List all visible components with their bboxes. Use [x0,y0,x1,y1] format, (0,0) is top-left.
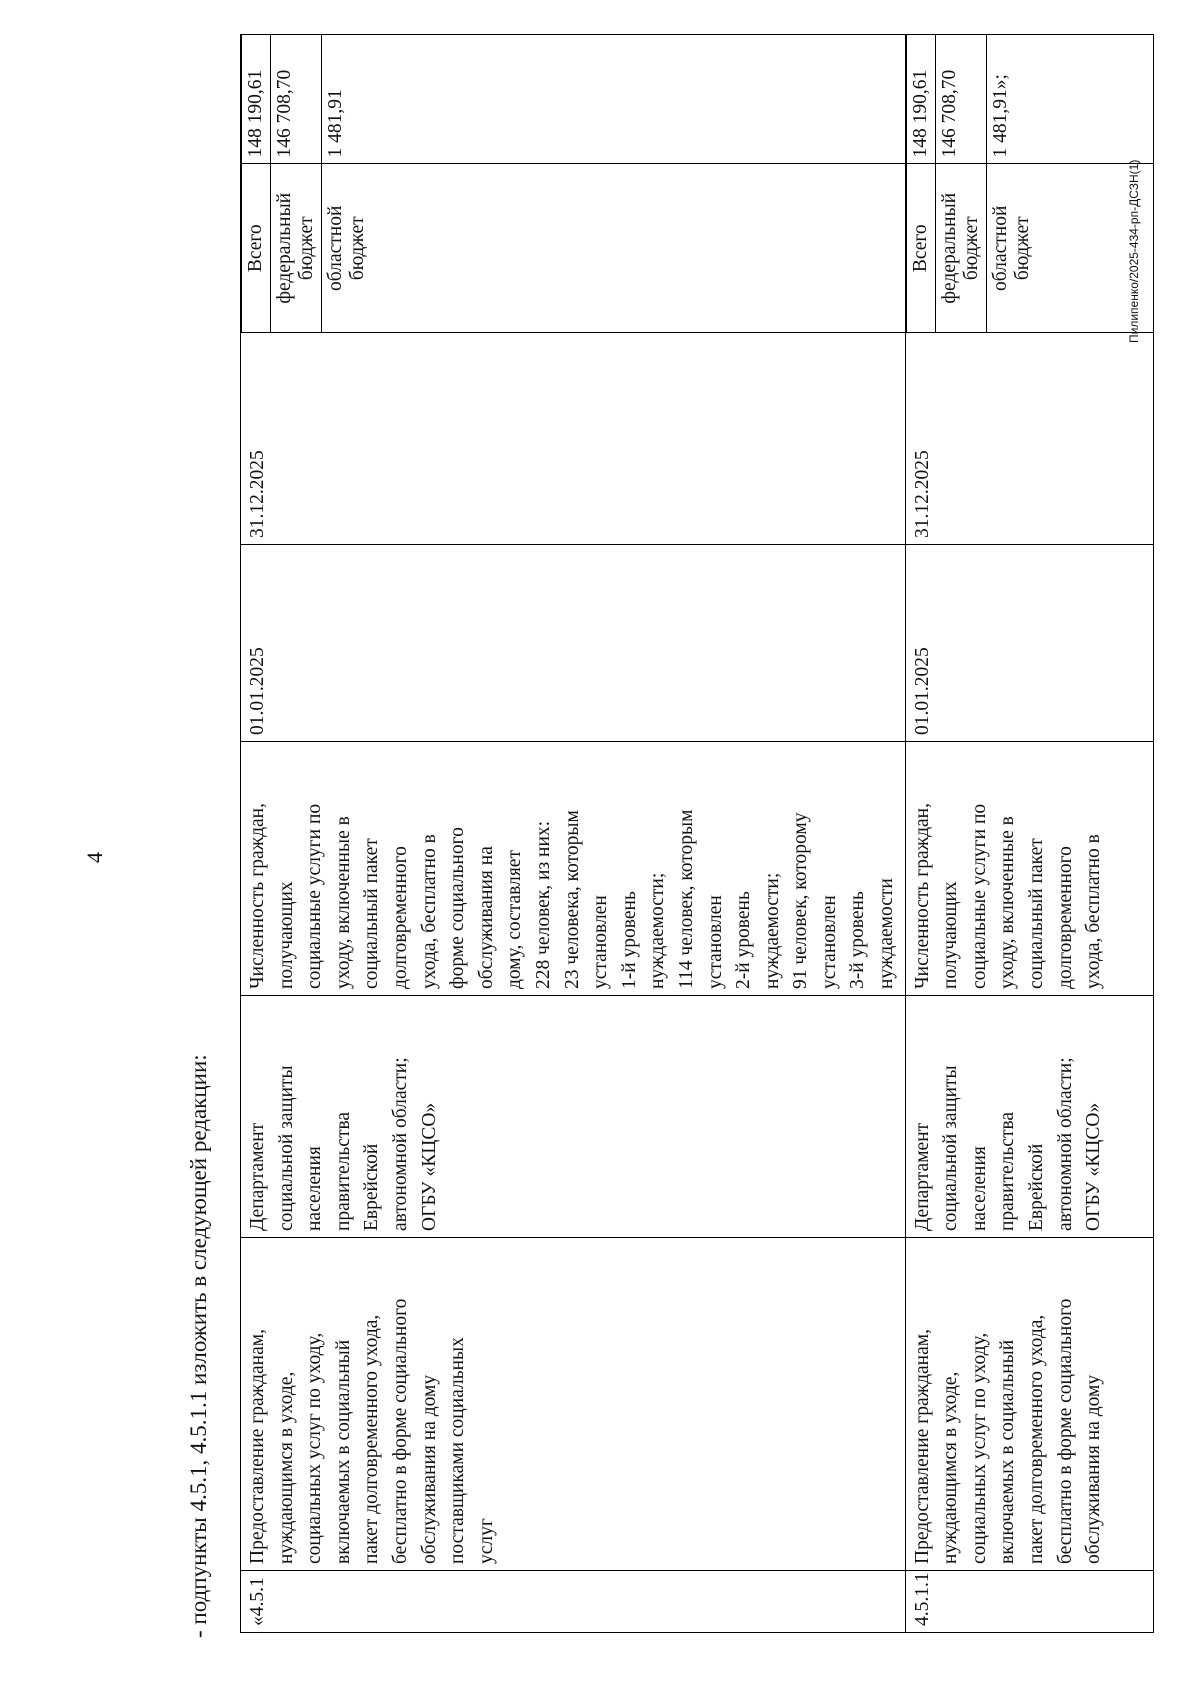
end-date: 31.12.2025 [905,333,1153,545]
indicator-line: нуждаемости; [761,872,783,989]
indicator-line: ухода, бесплатно в [418,834,440,989]
indicator-line: социальный пакет [361,838,383,989]
activity-name-line: обслуживания на дому [418,1374,440,1564]
end-date: 31.12.2025 [241,333,906,545]
finance-row [242,34,271,332]
indicator-line: 228 человек, из них: [532,820,554,989]
activity-name-line: бесплатно в форме социального [389,1298,411,1564]
indicator [241,742,906,996]
executor-line: социальной защиты [275,1065,297,1231]
activity-name-line: пакет долговременного ухода, [361,1314,383,1564]
start-date: 01.01.2025 [241,545,906,742]
indicator-line: установлен [590,895,612,989]
funding-source [935,164,986,332]
indicator-line: 114 человек, которым [675,809,697,989]
indicator-line: нуждаемости [876,878,898,989]
indicator-line: Численность граждан, [911,803,933,989]
activity-name-line: нуждающимся в уходе, [940,1371,962,1564]
program-table [240,34,1154,1633]
finance-row [271,34,322,332]
activity-name [905,1238,1153,1571]
funding-source-line: федеральный [938,192,960,304]
funding-source [242,164,271,332]
executor-line: автономной области; [389,1057,411,1231]
indicator-line: ухода, бесплатно в [1083,834,1105,989]
indicator-line: уходу, включенные в [997,816,1019,989]
finance-cell [905,35,1153,333]
start-date: 01.01.2025 [905,545,1153,742]
funding-source-line: Всего [909,224,931,273]
item-number: «4.5.1 [241,1571,906,1633]
activity-name-line: поставщиками социальных [447,1337,469,1564]
executor-line: Департамент [911,1122,933,1231]
indicator-line: 1-й уровень [618,891,640,989]
activity-name-line: включаемых в социальный [332,1339,354,1564]
funding-amount: 146 708,70 [935,34,986,164]
funding-source-line: Всего [245,224,266,273]
indicator-line: получающих [940,881,962,989]
activity-name-line: пакет долговременного ухода, [1026,1314,1048,1564]
executor [905,996,1153,1238]
funding-source-line: федеральный [274,192,295,304]
executor-line: населения [968,1146,990,1231]
activity-name-line: обслуживания на дому [1083,1374,1105,1564]
funding-source [906,164,935,332]
activity-name-line: социальных услуг по уходу, [968,1332,990,1564]
executor-line: ОГБУ «КЦСО» [418,1102,440,1231]
activity-name-line: включаемых в социальный [997,1339,1019,1564]
indicator [905,742,1153,996]
finance-cell [241,35,906,333]
funding-source-line: бюджет [347,216,368,281]
activity-name-line: Предоставление гражданам, [247,1329,268,1564]
executor-line: автономной области; [1054,1057,1076,1231]
funding-source [322,164,905,332]
activity-name-line: социальных услуг по уходу, [304,1332,326,1564]
executor-line: Еврейской [361,1143,383,1231]
funding-amount: 1 481,91»; [986,34,1153,164]
funding-amount: 146 708,70 [271,34,322,164]
executor [241,996,906,1238]
indicator-line: 3-й уровень [847,891,869,989]
activity-name-line: Предоставление гражданам, [911,1329,933,1564]
indicator-line: Численность граждан, [247,803,268,989]
intro-text: - подпункты 4.5.1, 4.5.1.1 изложить в следующей редакции: [186,1054,211,1638]
indicator-line: установлен [818,895,840,989]
funding-source-line: бюджет [296,216,317,281]
funding-source-line: бюджет [1011,216,1033,281]
activity-name-line: нуждающимся в уходе, [275,1371,297,1564]
finance-table [906,34,1153,332]
finance-row [322,34,905,332]
executor-line: населения [304,1146,326,1231]
item-number: 4.5.1.1 [905,1571,1153,1633]
activity-name-line: услуг [475,1518,497,1564]
funding-source-line: областной [325,205,346,291]
indicator-line: 2-й уровень [733,891,755,989]
executor-line: Еврейской [1026,1143,1048,1231]
finance-row [935,34,986,332]
funding-amount: 148 190,61 [242,34,271,164]
footer-reference: Пилипенко/2025-434-рп-ДСЗН(1) [1127,159,1141,343]
indicator-line: нуждаемости; [647,872,669,989]
table-row [905,35,1153,1633]
funding-source-line: областной [989,205,1011,291]
indicator-line: установлен [704,895,726,989]
indicator-line: получающих [275,881,297,989]
funding-amount: 148 190,61 [906,34,935,164]
funding-source [271,164,322,332]
indicator-line: форме социального [447,827,469,989]
indicator-line: долговременного [1054,846,1076,989]
activity-name [241,1238,906,1571]
indicator-line: социальный пакет [1026,838,1048,989]
page-number: 4 [82,852,107,863]
executor-line: социальной защиты [940,1065,962,1231]
finance-row [906,34,935,332]
indicator-line: социальные услуги по [304,803,326,989]
indicator-line: 23 человека, которым [561,810,583,989]
finance-table [241,34,905,332]
indicator-line: уходу, включенные в [332,816,354,989]
executor-line: правительства [332,1111,354,1231]
indicator-line: обслуживания на [475,846,497,989]
funding-source-line: бюджет [960,216,982,281]
funding-amount: 1 481,91 [322,34,905,164]
executor-line: ОГБУ «КЦСО» [1083,1102,1105,1231]
indicator-line: долговременного [389,846,411,989]
table-row [241,35,906,1633]
indicator-line: дому, составляет [504,850,526,989]
executor-line: правительства [997,1111,1019,1231]
indicator-line: социальные услуги по [968,803,990,989]
activity-name-line: бесплатно в форме социального [1054,1298,1076,1564]
executor-line: Департамент [247,1122,268,1231]
indicator-line: 91 человек, которому [790,812,812,989]
